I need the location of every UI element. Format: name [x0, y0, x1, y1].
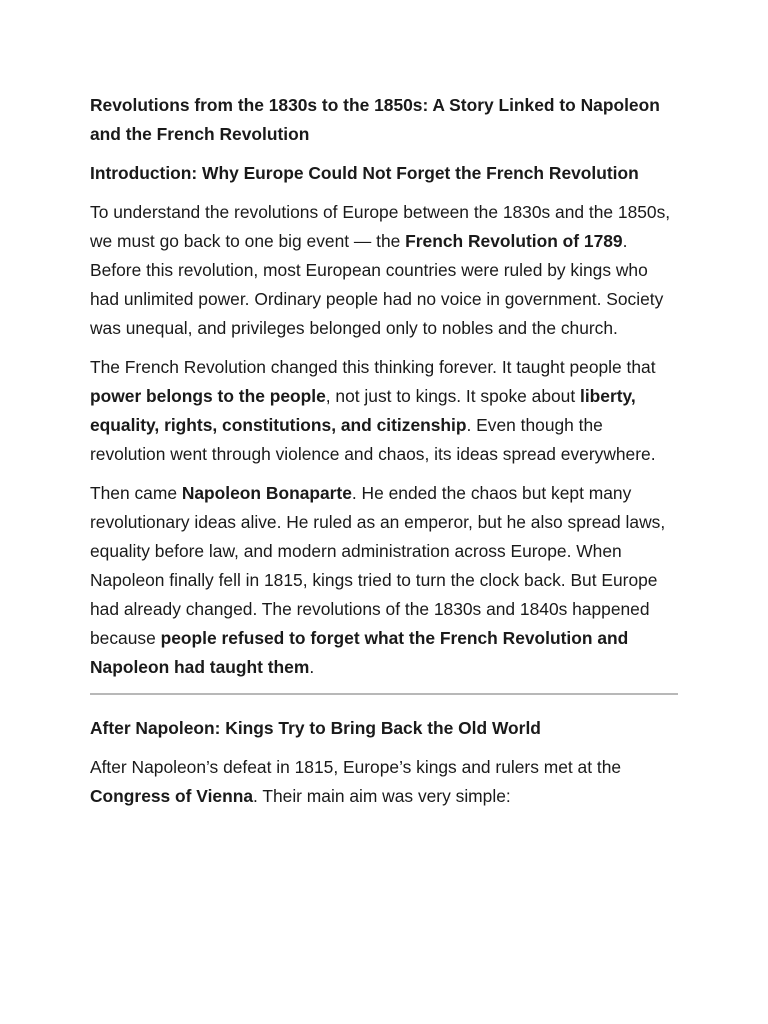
bold-text-run: liberty, equality, rights, constitutions, and citizenship [90, 386, 636, 435]
bold-text-run: power belongs to the people [90, 386, 326, 406]
text-run: , not just to kings. It spoke about [325, 386, 581, 406]
text-run: Then came [90, 483, 182, 503]
text-run: . Their main aim was very simple: [253, 786, 511, 806]
section-heading-introduction: Introduction: Why Europe Could Not Forget the French Revolution [90, 163, 639, 183]
text-run: . Even though the revolution went through violence and chaos, its ideas spread everywhere. [90, 415, 656, 464]
section-heading-after-napoleon: After Napoleon: Kings Try to Bring Back the Old World [90, 718, 541, 738]
bold-text-run: people refused to forget what the French Revolution and Napoleon had taught them [90, 628, 629, 677]
paragraph-intro-1 [90, 198, 678, 343]
text-run: . He ended the chaos but kept many revolutionary ideas alive. He ruled as an emperor, but he also spread laws, equality before law, and modern administration across Europe. When Napoleon finally fell in 1815, kings tried to turn the clock back. But Europe had already changed. The revolutions of the 1830s and 1840s happened because [90, 483, 666, 648]
bold-text-run: Napoleon Bonaparte [181, 483, 352, 503]
horizontal-divider [90, 693, 678, 695]
text-run: . Before this revolution, most European countries were ruled by kings who had unlimited power. Ordinary people had no voice in government. Society was unequal, and privileges belonged only to nobles and the church. [90, 231, 664, 338]
paragraph-after-napoleon-1 [90, 753, 678, 811]
text-run: To understand the revolutions of Europe between the 1830s and the 1850s, we must go back to one big event — the [90, 202, 671, 251]
document-title: Revolutions from the 1830s to the 1850s: A Story Linked to Napoleon and the French Revolution [90, 95, 660, 144]
paragraph-intro-3 [90, 479, 678, 682]
document-page [90, 91, 678, 821]
paragraph-intro-2 [90, 353, 678, 469]
bold-text-run: French Revolution of 1789 [405, 231, 623, 251]
text-run: After Napoleon’s defeat in 1815, Europe’s kings and rulers met at the [90, 757, 622, 777]
text-run: The French Revolution changed this thinking forever. It taught people that [90, 357, 656, 377]
bold-text-run: Congress of Vienna [90, 786, 253, 806]
text-run: . [309, 657, 315, 677]
